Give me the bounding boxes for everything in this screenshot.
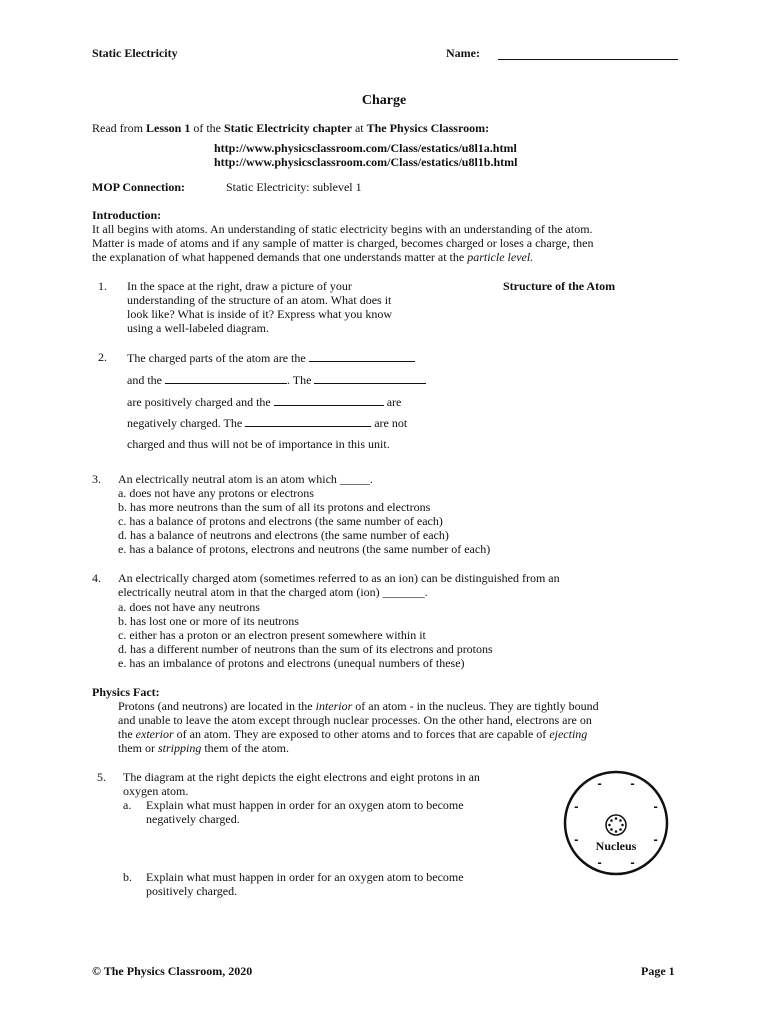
name-field[interactable] (498, 59, 678, 60)
fact-l3b: of an atom. They are exposed to other atoms and to forces that are capable of (173, 727, 550, 741)
q5-stem-1: The diagram at the right depicts the eight electrons and eight protons in an (123, 770, 480, 784)
q5-number: 5. (97, 770, 106, 784)
intro-line-3-italic: particle level. (467, 250, 534, 264)
q1-line-4: using a well-labeled diagram. (127, 321, 269, 335)
proton-dots (608, 817, 624, 833)
electron-8: - (597, 775, 602, 791)
q2-blank-3[interactable] (314, 372, 426, 384)
fact-l4-italic: stripping (158, 741, 202, 755)
q4-option-d[interactable]: d. has a different number of neutrons than the sum of its electrons and protons (118, 642, 493, 656)
lesson-ref: Lesson 1 (145, 121, 191, 135)
q2-l2a-text: and the (127, 373, 162, 387)
q2-blank-2[interactable] (165, 372, 287, 384)
link-2[interactable]: http://www.physicsclassroom.com/Class/estatics/u8l1b.html (214, 155, 518, 169)
q2-line-4 (127, 415, 407, 430)
link-1[interactable]: http://www.physicsclassroom.com/Class/estatics/u8l1a.html (214, 141, 517, 155)
q5a-line-1: Explain what must happen in order for an oxygen atom to become (146, 798, 464, 812)
chapter-ref: Static Electricity chapter (223, 121, 352, 135)
q1-number: 1. (98, 279, 107, 293)
q2-l3a-text: are positively charged and the (127, 395, 271, 409)
q3-number: 3. (92, 472, 101, 486)
q2-line-1 (127, 350, 415, 365)
electron-2: - (653, 798, 658, 814)
intro-line-3-text: the explanation of what happened demands that one understands matter at the (92, 250, 468, 264)
footer-page: Page 1 (641, 964, 675, 978)
atom-boundary (565, 772, 667, 874)
mop-label: MOP Connection: (92, 180, 185, 194)
electrons (574, 775, 658, 869)
electron-6: - (574, 831, 579, 847)
q5a-label: a. (123, 798, 132, 812)
fact-l1b: of an atom - in the nucleus. They are tightly bound (352, 699, 599, 713)
intro-line-3 (92, 250, 533, 264)
q5a-line-2: negatively charged. (146, 812, 240, 826)
q3-option-a[interactable]: a. does not have any protons or electrons (118, 486, 314, 500)
q2-blank-1[interactable] (309, 350, 415, 362)
q2-line-2 (127, 372, 426, 387)
q2-line-3 (127, 394, 401, 409)
q3-option-b[interactable]: b. has more neutrons than the sum of all its protons and electrons (118, 500, 431, 514)
q3-option-e[interactable]: e. has a balance of protons, electrons and neutrons (the same number of each) (118, 542, 491, 556)
nucleus-label: Nucleus (595, 839, 637, 853)
q1-line-2: understanding of the structure of an atom. What does it (127, 293, 392, 307)
read-prefix: Read from (92, 121, 146, 135)
name-label: Name: (446, 46, 480, 60)
q4-option-b[interactable]: b. has lost one or more of its neutrons (118, 614, 299, 628)
q4-number: 4. (92, 571, 101, 585)
fact-line-1 (118, 699, 599, 713)
q2-l2b-text: . The (287, 373, 312, 387)
q5b-label: b. (123, 870, 132, 884)
atom-structure-title: Structure of the Atom (503, 279, 616, 293)
q3-option-d[interactable]: d. has a balance of neutrons and electrons (the same number of each) (118, 528, 449, 542)
q5-stem-2: oxygen atom. (123, 784, 189, 798)
fact-line-3 (118, 727, 587, 741)
q2-line-5: charged and thus will not be of importance in this unit. (127, 437, 390, 451)
fact-l3a: the (118, 727, 136, 741)
electron-7: - (574, 798, 579, 814)
oxygen-atom-diagram (560, 765, 672, 881)
fact-l3-italic-2: ejecting (549, 727, 588, 741)
q2-l4a-text: negatively charged. The (127, 416, 243, 430)
fact-heading: Physics Fact: (92, 685, 160, 699)
fact-line-4 (118, 741, 289, 755)
electron-5: - (597, 854, 602, 870)
header-topic: Static Electricity (92, 46, 178, 60)
q3-option-c[interactable]: c. has a balance of protons and electrons (the same number of each) (118, 514, 443, 528)
fact-line-2: and unable to leave the atom except through nuclear processes. On the other hand, electrons are on (118, 713, 592, 727)
q5b-line-2: positively charged. (146, 884, 238, 898)
read-from-line (92, 121, 489, 135)
fact-l1a: Protons (and neutrons) are located in the (118, 699, 316, 713)
site-ref: The Physics Classroom: (366, 121, 490, 135)
fact-l1-italic: interior (315, 699, 353, 713)
electron-3: - (653, 831, 658, 847)
q4-option-c[interactable]: c. either has a proton or an electron present somewhere within it (118, 628, 426, 642)
q2-l1-text: The charged parts of the atom are the (127, 351, 306, 365)
page-title: Charge (361, 93, 407, 108)
intro-line-1: It all begins with atoms. An understanding of static electricity begins with an understanding of the atom. (92, 222, 593, 236)
q4-option-a[interactable]: a. does not have any neutrons (118, 600, 260, 614)
q2-l3b-text: are (386, 395, 402, 409)
q2-blank-5[interactable] (245, 415, 371, 427)
q1-line-1: In the space at the right, draw a picture of your (127, 279, 352, 293)
fact-l4a: them or (118, 741, 158, 755)
q3-stem: An electrically neutral atom is an atom which _____. (118, 472, 373, 486)
q5b-line-1: Explain what must happen in order for an oxygen atom to become (146, 870, 464, 884)
fact-l3-italic: exterior (135, 727, 174, 741)
intro-line-2: Matter is made of atoms and if any sample of matter is charged, becomes charged or loses a charge, then (92, 236, 594, 250)
q4-stem-2: electrically neutral atom in that the charged atom (ion) _______. (118, 585, 428, 599)
q2-blank-4[interactable] (274, 394, 384, 406)
electron-4: - (630, 854, 635, 870)
q4-option-e[interactable]: e. has an imbalance of protons and electrons (unequal numbers of these) (118, 656, 465, 670)
electron-1: - (630, 775, 635, 791)
of-the: of the (190, 121, 224, 135)
at-text: at (351, 121, 367, 135)
mop-value: Static Electricity: sublevel 1 (226, 180, 362, 194)
intro-heading: Introduction: (92, 208, 162, 222)
q4-stem-1: An electrically charged atom (sometimes referred to as an ion) can be distinguished from an (118, 571, 560, 585)
fact-l4b: them of the atom. (201, 741, 289, 755)
q2-number: 2. (98, 350, 107, 364)
q2-l4b-text: are not (374, 416, 408, 430)
q1-line-3: look like? What is inside of it? Express what you know (127, 307, 393, 321)
footer-copyright: © The Physics Classroom, 2020 (92, 964, 253, 978)
